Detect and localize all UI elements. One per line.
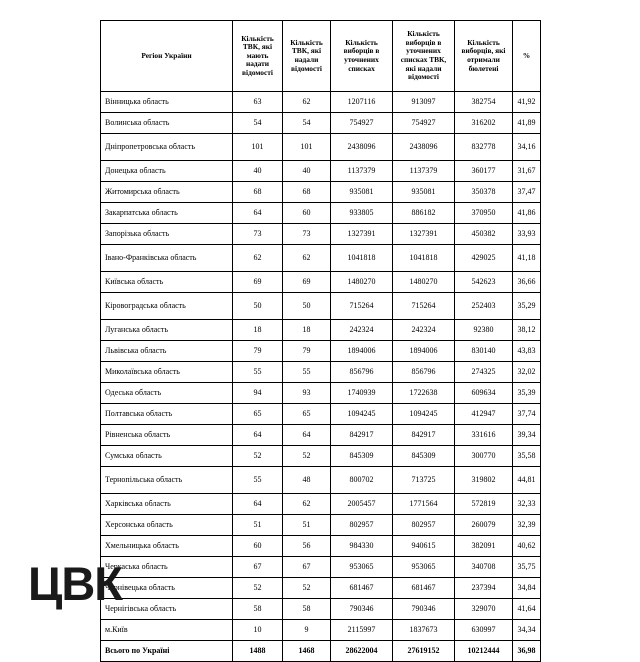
cell-voters-updated-lists-reported: 790346 <box>393 599 455 620</box>
cell-commissions-reported: 79 <box>283 341 331 362</box>
cell-voters-received-ballots: 260079 <box>455 515 513 536</box>
cell-region: Тернопільська область <box>101 467 233 494</box>
cell-voters-updated-lists-reported: 1137379 <box>393 161 455 182</box>
table-row <box>101 515 541 536</box>
cell-commissions-required: 63 <box>233 92 283 113</box>
cell-voters-received-ballots: 252403 <box>455 293 513 320</box>
cell-voters-received-ballots: 370950 <box>455 203 513 224</box>
cell-region: Чернігівська область <box>101 599 233 620</box>
cell-commissions-reported: 51 <box>283 515 331 536</box>
cell-voters-updated-lists: 935081 <box>331 182 393 203</box>
cell-region: Закарпатська область <box>101 203 233 224</box>
cell-voters-updated-lists-reported: 935081 <box>393 182 455 203</box>
table-row <box>101 467 541 494</box>
cell-commissions-reported: 62 <box>283 92 331 113</box>
cell-percent: 33,93 <box>513 224 541 245</box>
cell-voters-updated-lists: 933805 <box>331 203 393 224</box>
cell-voters-updated-lists: 1894006 <box>331 341 393 362</box>
cell-voters-updated-lists: 1137379 <box>331 161 393 182</box>
cell-voters-received-ballots: 450382 <box>455 224 513 245</box>
cell-commissions-reported: 62 <box>283 245 331 272</box>
cell-commissions-required: 54 <box>233 113 283 134</box>
cell-voters-updated-lists: 1041818 <box>331 245 393 272</box>
table-row <box>101 620 541 641</box>
cell-commissions-required: 52 <box>233 578 283 599</box>
cell-commissions-required: 73 <box>233 224 283 245</box>
cell-commissions-required: 60 <box>233 536 283 557</box>
cell-voters-received-ballots: 300770 <box>455 446 513 467</box>
cell-percent: 37,47 <box>513 182 541 203</box>
column-header-percent: % <box>513 21 541 92</box>
table-row <box>101 425 541 446</box>
cell-commissions-reported: 62 <box>283 494 331 515</box>
cell-percent: 32,33 <box>513 494 541 515</box>
cell-region: м.Київ <box>101 620 233 641</box>
cell-percent: 32,39 <box>513 515 541 536</box>
column-header-region: Регіон України <box>101 21 233 92</box>
table-row <box>101 578 541 599</box>
cell-voters-updated-lists: 984330 <box>331 536 393 557</box>
cell-percent: 44,81 <box>513 467 541 494</box>
table-row <box>101 224 541 245</box>
cell-commissions-required: 55 <box>233 467 283 494</box>
table-row <box>101 383 541 404</box>
cell-commissions-reported: 60 <box>283 203 331 224</box>
table-row <box>101 557 541 578</box>
cell-voters-updated-lists-reported: 856796 <box>393 362 455 383</box>
cell-voters-updated-lists-reported: 845309 <box>393 446 455 467</box>
cell-voters-updated-lists: 802957 <box>331 515 393 536</box>
cell-voters-received-ballots: 340708 <box>455 557 513 578</box>
cell-commissions-reported: 69 <box>283 272 331 293</box>
watermark-cvk: ЦВК <box>28 557 122 610</box>
cell-percent: 32,02 <box>513 362 541 383</box>
cell-commissions-required: 58 <box>233 599 283 620</box>
cell-voters-updated-lists: 790346 <box>331 599 393 620</box>
cell-voters-updated-lists: 1094245 <box>331 404 393 425</box>
cell-commissions-reported: 9 <box>283 620 331 641</box>
cell-voters-received-ballots: 412947 <box>455 404 513 425</box>
cell-voters-updated-lists-reported: 754927 <box>393 113 455 134</box>
cell-voters-updated-lists-reported: 715264 <box>393 293 455 320</box>
column-header-voters-updated-lists-reported: Кількість виборців в уточнених списках ТВК, які надали відомості <box>393 21 455 92</box>
cell-region: Чернівецька область <box>101 578 233 599</box>
cell-region: Луганська область <box>101 320 233 341</box>
cell-region: Запорізька область <box>101 224 233 245</box>
table-row <box>101 161 541 182</box>
cell-commissions-required: 51 <box>233 515 283 536</box>
cell-percent: 34,34 <box>513 620 541 641</box>
cell-percent: 41,89 <box>513 113 541 134</box>
table-row <box>101 341 541 362</box>
cell-percent: 39,34 <box>513 425 541 446</box>
cell-commissions-required: 64 <box>233 494 283 515</box>
cell-commissions-required: 64 <box>233 425 283 446</box>
cell-voters-updated-lists-reported: 242324 <box>393 320 455 341</box>
cell-commissions-required: 62 <box>233 245 283 272</box>
cell-percent: 35,39 <box>513 383 541 404</box>
cell-percent: 34,84 <box>513 578 541 599</box>
cell-percent: 41,92 <box>513 92 541 113</box>
cell-voters-received-ballots: 830140 <box>455 341 513 362</box>
cell-commissions-reported: 48 <box>283 467 331 494</box>
cell-voters-received-ballots: 382754 <box>455 92 513 113</box>
cell-region: Донецька область <box>101 161 233 182</box>
cell-voters-updated-lists-reported: 1722638 <box>393 383 455 404</box>
cell-commissions-reported: 93 <box>283 383 331 404</box>
cell-voters-updated-lists-reported: 1771564 <box>393 494 455 515</box>
cell-region: Полтавська область <box>101 404 233 425</box>
table-row <box>101 494 541 515</box>
cell-commissions-required: 52 <box>233 446 283 467</box>
cell-voters-received-ballots: 572819 <box>455 494 513 515</box>
cell-region: Миколаївська область <box>101 362 233 383</box>
cell-percent: 38,12 <box>513 320 541 341</box>
cell-commissions-required: 64 <box>233 203 283 224</box>
cell-voters-updated-lists-reported: 681467 <box>393 578 455 599</box>
cell-voters-updated-lists-reported: 1327391 <box>393 224 455 245</box>
cell-commissions-required: 79 <box>233 341 283 362</box>
table-row <box>101 134 541 161</box>
cell-voters-updated-lists: 1207116 <box>331 92 393 113</box>
cell-region: Черкаська область <box>101 557 233 578</box>
cell-region: Всього по Україні <box>101 641 233 662</box>
cell-voters-updated-lists-reported: 1041818 <box>393 245 455 272</box>
cell-region: Волинська область <box>101 113 233 134</box>
cell-voters-received-ballots: 237394 <box>455 578 513 599</box>
cell-commissions-reported: 65 <box>283 404 331 425</box>
table-row <box>101 320 541 341</box>
cell-region: Одеська область <box>101 383 233 404</box>
cell-voters-updated-lists: 2005457 <box>331 494 393 515</box>
cell-voters-received-ballots: 350378 <box>455 182 513 203</box>
cell-commissions-reported: 54 <box>283 113 331 134</box>
cell-commissions-required: 101 <box>233 134 283 161</box>
cell-region: Хмельницька область <box>101 536 233 557</box>
cell-voters-received-ballots: 92380 <box>455 320 513 341</box>
cell-commissions-required: 69 <box>233 272 283 293</box>
cell-voters-updated-lists: 953065 <box>331 557 393 578</box>
cell-voters-updated-lists-reported: 1894006 <box>393 341 455 362</box>
cell-commissions-required: 67 <box>233 557 283 578</box>
cell-voters-received-ballots: 360177 <box>455 161 513 182</box>
table-row <box>101 293 541 320</box>
table-body <box>101 92 541 662</box>
cell-commissions-required: 1488 <box>233 641 283 662</box>
cell-voters-updated-lists: 800702 <box>331 467 393 494</box>
cell-voters-updated-lists: 842917 <box>331 425 393 446</box>
cell-commissions-reported: 18 <box>283 320 331 341</box>
table-total-row <box>101 641 541 662</box>
cell-region: Кіровоградська область <box>101 293 233 320</box>
cell-commissions-reported: 40 <box>283 161 331 182</box>
cell-percent: 41,86 <box>513 203 541 224</box>
table-row <box>101 362 541 383</box>
cell-commissions-reported: 68 <box>283 182 331 203</box>
cell-commissions-required: 40 <box>233 161 283 182</box>
cell-percent: 41,18 <box>513 245 541 272</box>
column-header-commissions-reported: Кількість ТВК, які надали відомості <box>283 21 331 92</box>
table-row <box>101 92 541 113</box>
column-header-commissions-required: Кількість ТВК, які мають надати відомості <box>233 21 283 92</box>
column-header-voters-updated-lists: Кількість виборців в уточнених списках <box>331 21 393 92</box>
cell-commissions-reported: 101 <box>283 134 331 161</box>
cell-percent: 34,16 <box>513 134 541 161</box>
cell-voters-updated-lists: 754927 <box>331 113 393 134</box>
cell-voters-received-ballots: 609634 <box>455 383 513 404</box>
cell-commissions-required: 94 <box>233 383 283 404</box>
cell-voters-received-ballots: 542623 <box>455 272 513 293</box>
cell-voters-received-ballots: 329070 <box>455 599 513 620</box>
cell-voters-received-ballots: 630997 <box>455 620 513 641</box>
cell-voters-updated-lists-reported: 27619152 <box>393 641 455 662</box>
cell-commissions-reported: 52 <box>283 446 331 467</box>
cell-voters-updated-lists-reported: 842917 <box>393 425 455 446</box>
cell-region: Івано-Франківська область <box>101 245 233 272</box>
cell-commissions-reported: 52 <box>283 578 331 599</box>
table-header-row <box>101 21 541 92</box>
cell-voters-updated-lists-reported: 713725 <box>393 467 455 494</box>
cell-voters-updated-lists: 242324 <box>331 320 393 341</box>
cell-voters-received-ballots: 10212444 <box>455 641 513 662</box>
cell-region: Вінницька область <box>101 92 233 113</box>
cell-voters-updated-lists: 856796 <box>331 362 393 383</box>
cell-voters-updated-lists: 2115997 <box>331 620 393 641</box>
cell-commissions-reported: 56 <box>283 536 331 557</box>
cell-voters-updated-lists-reported: 953065 <box>393 557 455 578</box>
table-row <box>101 113 541 134</box>
cell-region: Сумська область <box>101 446 233 467</box>
cell-commissions-required: 55 <box>233 362 283 383</box>
cell-voters-received-ballots: 319802 <box>455 467 513 494</box>
cell-voters-updated-lists-reported: 1837673 <box>393 620 455 641</box>
table-row <box>101 599 541 620</box>
cell-voters-updated-lists: 715264 <box>331 293 393 320</box>
cell-percent: 36,98 <box>513 641 541 662</box>
table-row <box>101 536 541 557</box>
cell-commissions-required: 65 <box>233 404 283 425</box>
cell-percent: 35,58 <box>513 446 541 467</box>
cell-voters-updated-lists-reported: 886182 <box>393 203 455 224</box>
cell-voters-updated-lists-reported: 1480270 <box>393 272 455 293</box>
table-header <box>101 21 541 92</box>
cell-voters-updated-lists-reported: 940615 <box>393 536 455 557</box>
cell-commissions-reported: 1468 <box>283 641 331 662</box>
cell-voters-updated-lists: 681467 <box>331 578 393 599</box>
cell-voters-received-ballots: 331616 <box>455 425 513 446</box>
cell-percent: 35,75 <box>513 557 541 578</box>
cell-percent: 37,74 <box>513 404 541 425</box>
cell-percent: 31,67 <box>513 161 541 182</box>
cell-voters-updated-lists: 2438096 <box>331 134 393 161</box>
cell-region: Житомирська область <box>101 182 233 203</box>
table-row <box>101 245 541 272</box>
cell-voters-received-ballots: 429025 <box>455 245 513 272</box>
cell-region: Херсонська область <box>101 515 233 536</box>
cell-voters-updated-lists: 845309 <box>331 446 393 467</box>
cell-percent: 43,83 <box>513 341 541 362</box>
cell-voters-updated-lists: 28622004 <box>331 641 393 662</box>
cell-voters-updated-lists-reported: 2438096 <box>393 134 455 161</box>
cell-voters-received-ballots: 382091 <box>455 536 513 557</box>
cell-voters-updated-lists-reported: 1094245 <box>393 404 455 425</box>
voter-turnout-table-wrapper <box>100 20 540 662</box>
column-header-voters-received-ballots: Кількість виборців, які отримали бюлетені <box>455 21 513 92</box>
cell-commissions-required: 50 <box>233 293 283 320</box>
cell-region: Дніпропетровська область <box>101 134 233 161</box>
cell-commissions-required: 18 <box>233 320 283 341</box>
cell-percent: 40,62 <box>513 536 541 557</box>
cell-voters-received-ballots: 832778 <box>455 134 513 161</box>
cell-voters-updated-lists-reported: 913097 <box>393 92 455 113</box>
cell-percent: 36,66 <box>513 272 541 293</box>
table-row <box>101 446 541 467</box>
cell-voters-updated-lists: 1740939 <box>331 383 393 404</box>
cell-commissions-required: 10 <box>233 620 283 641</box>
cell-region: Львівська область <box>101 341 233 362</box>
cell-commissions-reported: 55 <box>283 362 331 383</box>
voter-turnout-table <box>100 20 541 662</box>
cell-voters-received-ballots: 274325 <box>455 362 513 383</box>
table-row <box>101 203 541 224</box>
table-row <box>101 404 541 425</box>
table-row <box>101 182 541 203</box>
cell-voters-updated-lists-reported: 802957 <box>393 515 455 536</box>
cell-percent: 35,29 <box>513 293 541 320</box>
cell-commissions-reported: 64 <box>283 425 331 446</box>
cell-commissions-reported: 73 <box>283 224 331 245</box>
cell-commissions-required: 68 <box>233 182 283 203</box>
cell-percent: 41,64 <box>513 599 541 620</box>
table-row <box>101 272 541 293</box>
cell-commissions-reported: 50 <box>283 293 331 320</box>
cell-voters-received-ballots: 316202 <box>455 113 513 134</box>
cell-voters-updated-lists: 1327391 <box>331 224 393 245</box>
cell-region: Київська область <box>101 272 233 293</box>
cell-voters-updated-lists: 1480270 <box>331 272 393 293</box>
cell-region: Рівненська область <box>101 425 233 446</box>
cell-region: Харківська область <box>101 494 233 515</box>
cell-commissions-reported: 58 <box>283 599 331 620</box>
cell-commissions-reported: 67 <box>283 557 331 578</box>
